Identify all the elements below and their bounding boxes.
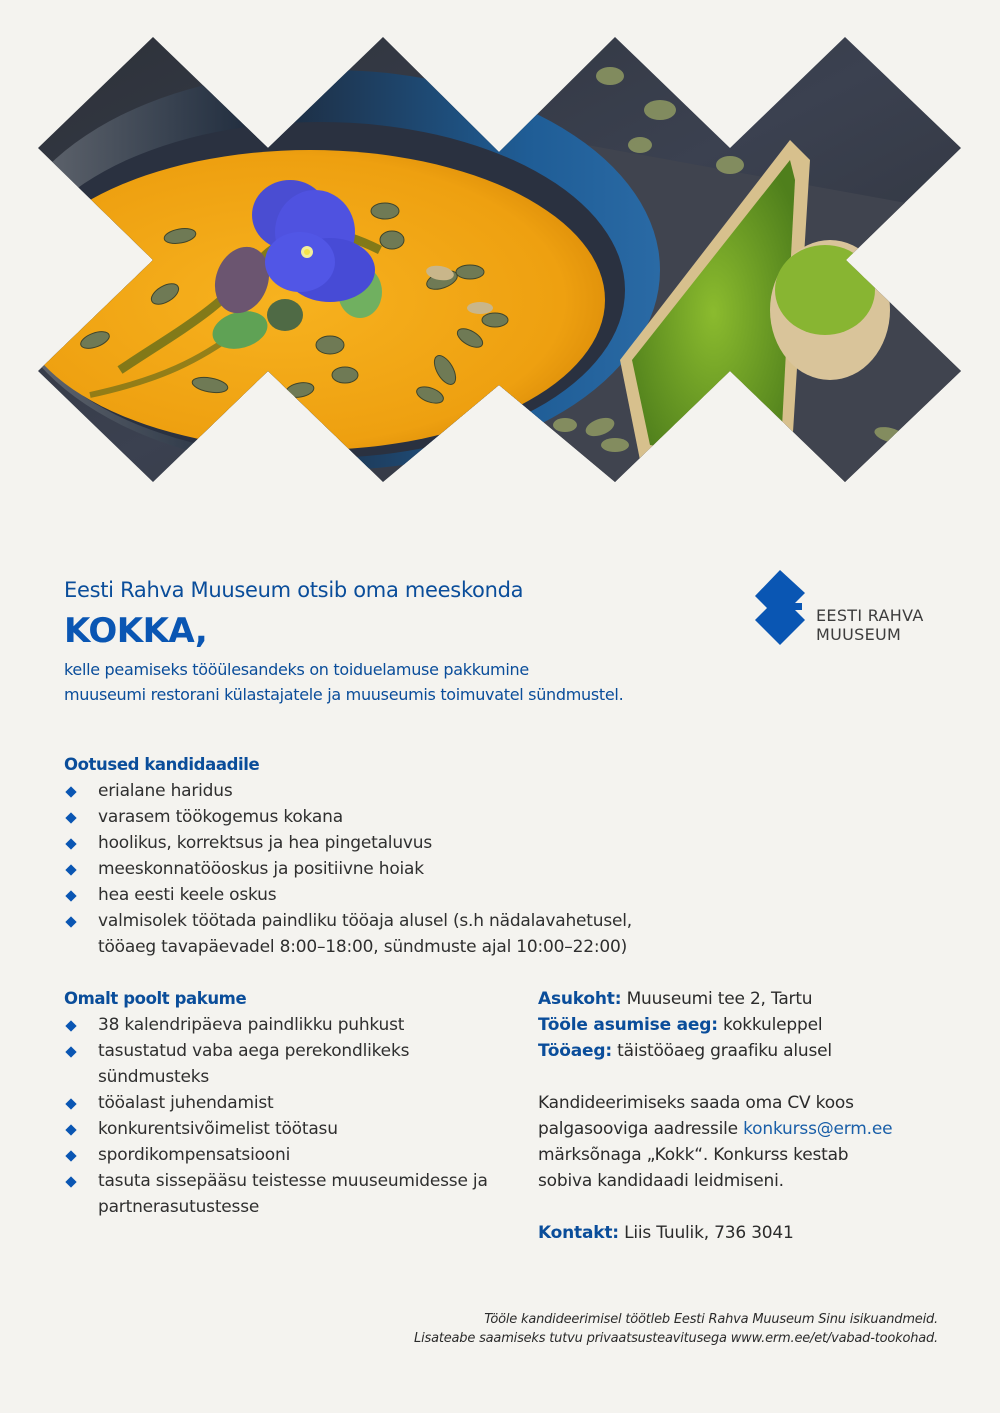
erm-logo-mark-icon — [750, 568, 810, 648]
intro-block — [64, 575, 744, 707]
contact-value: Liis Tuulik, 736 3041 — [624, 1223, 794, 1243]
apply-line-2: palgasooviga aadressile konkurss@erm.ee — [538, 1119, 893, 1139]
diamond-bullet-icon — [65, 838, 76, 849]
list-item: erialane haridus — [64, 778, 764, 804]
job-title: KOKKA, — [64, 611, 208, 651]
subtitle-line-2: muuseumi restorani külastajatele ja muuseumis toimuvatel sündmustel. — [64, 685, 624, 704]
start-value: kokkuleppel — [723, 1015, 823, 1035]
offer-heading: Omalt poolt pakume — [64, 989, 247, 1008]
expectations-list — [64, 778, 764, 960]
apply-line-3: märksõnaga „Kokk“. Konkurss kestab — [538, 1145, 849, 1165]
diamond-bullet-icon — [65, 890, 76, 901]
erm-logo-text — [816, 606, 924, 644]
apply-line-1: Kandideerimiseks saada oma CV koos — [538, 1093, 854, 1113]
list-item: tasustatud vaba aega perekondlikeks sündmusteks — [64, 1038, 524, 1090]
list-item: tasuta sissepääsu teistesse muuseumidesse ja partnerasutustesse — [64, 1168, 524, 1220]
email-link[interactable]: konkurss@erm.ee — [743, 1119, 893, 1139]
list-item: valmisolek töötada paindliku tööaja alusel (s.h nädalavahetusel, tööaeg tavapäevadel 8:00–18:00, sündmuste ajal 10:00–22:00) — [64, 908, 764, 960]
hero-food-image — [0, 0, 1000, 520]
location-label: Asukoht: — [538, 989, 622, 1009]
diamond-bullet-icon — [65, 864, 76, 875]
diamond-bullet-icon — [65, 916, 76, 927]
hours-label: Tööaeg: — [538, 1041, 612, 1061]
list-item: konkurentsivõimelist töötasu — [64, 1116, 524, 1142]
hours-value: täistööaeg graafiku alusel — [617, 1041, 832, 1061]
list-item: meeskonnatööoskus ja positiivne hoiak — [64, 856, 764, 882]
intro-line: Eesti Rahva Muuseum otsib oma meeskonda — [64, 578, 524, 602]
expectations-heading: Ootused kandidaadile — [64, 755, 260, 774]
list-item: 38 kalendripäeva paindlikku puhkust — [64, 1012, 524, 1038]
hours-row — [538, 1038, 958, 1064]
offer-list — [64, 1012, 524, 1220]
list-item: hea eesti keele oskus — [64, 882, 764, 908]
logo-line-2: MUUSEUM — [816, 625, 902, 644]
list-item: spordikompensatsiooni — [64, 1142, 524, 1168]
contact-label: Kontakt: — [538, 1223, 619, 1243]
subtitle-line-1: kelle peamiseks tööülesandeks on toiduelamuse pakkumine — [64, 660, 529, 679]
diamond-bullet-icon — [65, 1124, 76, 1135]
start-label: Tööle asumise aeg: — [538, 1015, 718, 1035]
list-item: varasem töökogemus kokana — [64, 804, 764, 830]
footer-line-1: Tööle kandideerimisel töötleb Eesti Rahva Muuseum Sinu isikuandmeid. — [484, 1312, 938, 1327]
apply-line-4: sobiva kandidaadi leidmiseni. — [538, 1171, 784, 1191]
contact-row — [538, 1220, 958, 1246]
diamond-bullet-icon — [65, 1046, 76, 1057]
location-value: Muuseumi tee 2, Tartu — [626, 989, 813, 1009]
diamond-bullet-icon — [65, 812, 76, 823]
footer-line-2: Lisateabe saamiseks tutvu privaatsusteavitusega www.erm.ee/et/vabad-tookohad. — [414, 1331, 938, 1346]
diamond-bullet-icon — [65, 1150, 76, 1161]
diamond-bullet-icon — [65, 1098, 76, 1109]
job-details — [538, 986, 958, 1246]
erm-logo — [750, 568, 950, 648]
privacy-footer — [238, 1310, 938, 1348]
location-row — [538, 986, 958, 1012]
diamond-bullet-icon — [65, 1176, 76, 1187]
diamond-bullet-icon — [65, 786, 76, 797]
logo-line-1: EESTI RAHVA — [816, 606, 924, 625]
list-item: hoolikus, korrektsus ja hea pingetaluvus — [64, 830, 764, 856]
expectations-section — [64, 752, 764, 960]
hero-illustration — [0, 0, 1000, 520]
diamond-bullet-icon — [65, 1020, 76, 1031]
list-item: tööalast juhendamist — [64, 1090, 524, 1116]
job-subtitle — [64, 657, 744, 707]
offer-section — [64, 986, 524, 1220]
start-row — [538, 1012, 958, 1038]
